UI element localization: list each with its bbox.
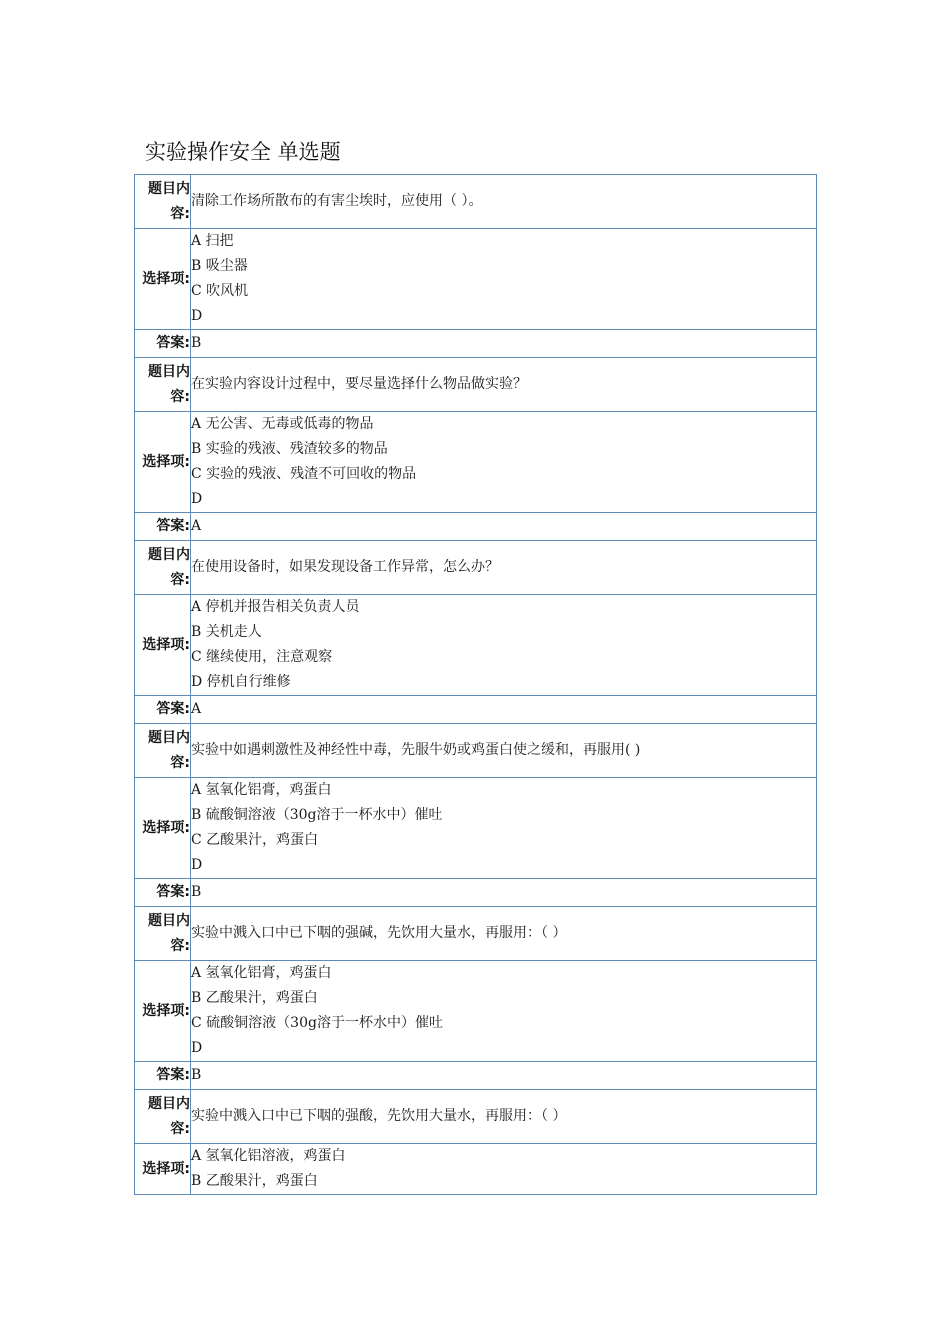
options-row: [135, 961, 817, 1062]
options-label: 选择项:: [135, 229, 191, 330]
option-d: D: [191, 1040, 203, 1056]
answer-value: A: [191, 696, 817, 724]
answer-label: 答案:: [135, 513, 191, 541]
option-c: C 继续使用，注意观察: [191, 649, 333, 665]
options-label: 选择项:: [135, 412, 191, 513]
question-text: 在实验内容设计过程中，要尽量选择什么物品做实验？: [191, 358, 817, 412]
answer-label: 答案:: [135, 696, 191, 724]
option-c: C 实验的残液、残渣不可回收的物品: [191, 466, 417, 482]
option-c: C 硫酸铜溶液（30g溶于一杯水中）催吐: [191, 1015, 443, 1031]
page-title: 实验操作安全 单选题: [145, 140, 341, 164]
options-label: 选择项:: [135, 595, 191, 696]
options-label: 选择项:: [135, 961, 191, 1062]
options-label: 选择项:: [135, 1144, 191, 1195]
question-text: 实验中如遇刺激性及神经性中毒，先服牛奶或鸡蛋白使之缓和，再服用( ): [191, 724, 817, 778]
options-list: [191, 412, 817, 513]
question-text: 清除工作场所散布的有害尘埃时，应使用（ ）。: [191, 175, 817, 229]
option-a: A 扫把: [191, 233, 234, 249]
question-row: [135, 907, 817, 961]
question-text: 实验中溅入口中已下咽的强酸，先饮用大量水，再服用：（ ）: [191, 1090, 817, 1144]
option-a: A 氢氧化铝膏，鸡蛋白: [191, 782, 332, 798]
option-d: D: [191, 308, 203, 324]
options-list: [191, 1144, 817, 1195]
question-label: 题目内容:: [135, 175, 191, 229]
question-label: 题目内容:: [135, 541, 191, 595]
answer-label: 答案:: [135, 879, 191, 907]
question-row: [135, 724, 817, 778]
options-list: [191, 229, 817, 330]
answer-value: B: [191, 879, 817, 907]
question-label: 题目内容:: [135, 358, 191, 412]
option-b: B 乙酸果汁，鸡蛋白: [191, 1173, 318, 1189]
answer-row: [135, 879, 817, 907]
question-label: 题目内容:: [135, 1090, 191, 1144]
answer-value: B: [191, 1062, 817, 1090]
question-row: [135, 358, 817, 412]
answer-row: [135, 330, 817, 358]
option-d: D: [191, 491, 203, 507]
option-b: B 实验的残液、残渣较多的物品: [191, 441, 388, 457]
option-a: A 无公害、无毒或低毒的物品: [191, 416, 374, 432]
option-b: B 关机走人: [191, 624, 262, 640]
question-row: [135, 541, 817, 595]
question-text: 实验中溅入口中已下咽的强碱，先饮用大量水，再服用：（ ）: [191, 907, 817, 961]
options-label: 选择项:: [135, 778, 191, 879]
answer-label: 答案:: [135, 330, 191, 358]
options-list: [191, 778, 817, 879]
question-row: [135, 1090, 817, 1144]
answer-value: B: [191, 330, 817, 358]
options-list: [191, 961, 817, 1062]
answer-row: [135, 513, 817, 541]
options-row: [135, 412, 817, 513]
options-list: [191, 595, 817, 696]
options-row: [135, 778, 817, 879]
answer-value: A: [191, 513, 817, 541]
option-c: C 乙酸果汁，鸡蛋白: [191, 832, 319, 848]
option-a: A 氢氧化铝溶液，鸡蛋白: [191, 1148, 346, 1164]
answer-label: 答案:: [135, 1062, 191, 1090]
options-row: [135, 595, 817, 696]
answer-row: [135, 696, 817, 724]
option-a: A 氢氧化铝膏，鸡蛋白: [191, 965, 332, 981]
option-b: B 吸尘器: [191, 258, 248, 274]
option-d: D: [191, 857, 203, 873]
option-b: B 乙酸果汁，鸡蛋白: [191, 990, 318, 1006]
answer-row: [135, 1062, 817, 1090]
question-text: 在使用设备时，如果发现设备工作异常，怎么办？: [191, 541, 817, 595]
option-c: C 吹风机: [191, 283, 249, 299]
option-b: B 硫酸铜溶液（30g溶于一杯水中）催吐: [191, 807, 443, 823]
options-row: [135, 1144, 817, 1195]
question-label: 题目内容:: [135, 724, 191, 778]
question-label: 题目内容:: [135, 907, 191, 961]
option-a: A 停机并报告相关负责人员: [191, 599, 360, 615]
question-table: [134, 174, 817, 1195]
option-d: D 停机自行维修: [191, 674, 291, 690]
options-row: [135, 229, 817, 330]
question-row: [135, 175, 817, 229]
